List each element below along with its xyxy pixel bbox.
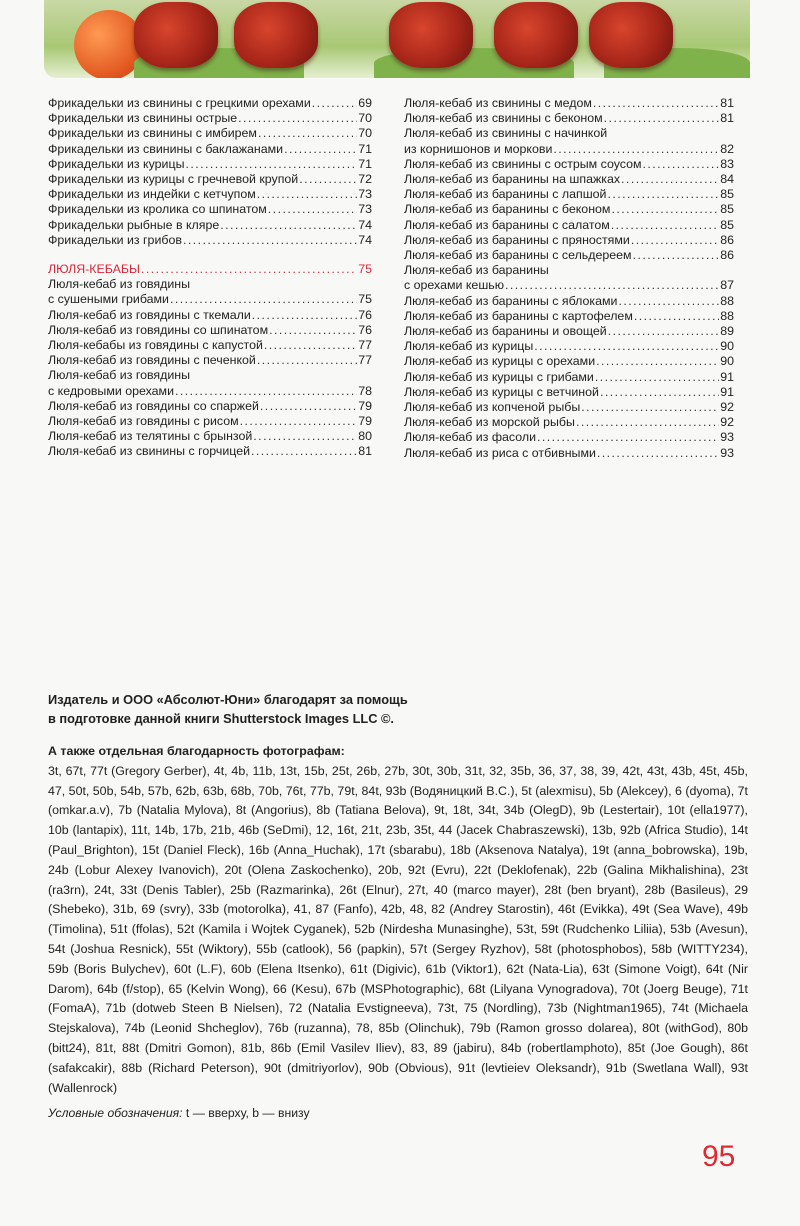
toc-entry-title: Фрикадельки рыбные в кляре: [48, 217, 220, 232]
section-title: ЛЮЛЯ-КЕБАБЫ: [48, 262, 141, 277]
toc-entry-page: 85: [720, 187, 734, 202]
credits-block: [48, 690, 748, 1124]
toc-entry[interactable]: [48, 444, 372, 459]
header-photo-banner: [44, 0, 750, 78]
toc-entry-page: 90: [720, 354, 734, 369]
toc-entry[interactable]: [48, 202, 372, 217]
toc-entry-page: 77: [358, 338, 372, 353]
toc-entry-title: Люля-кебаб из свинины с беконом: [404, 111, 603, 126]
toc-entry-title: Люля-кебаб из курицы с орехами: [404, 354, 596, 369]
toc-entry[interactable]: [48, 414, 372, 429]
thanks-line-1: Издатель и ООО «Абсолют-Юни» благодарят за помощь: [48, 692, 408, 707]
toc-entry-title: Люля-кебаб из свинины с медом: [404, 96, 592, 110]
toc-entry[interactable]: [404, 172, 734, 187]
legend-label: Условные обозначения:: [48, 1106, 183, 1121]
toc-entry-page: 76: [358, 322, 372, 337]
toc-entry-page: 83: [720, 156, 734, 171]
toc-entry-page: 92: [720, 415, 734, 430]
toc-entry-page: 87: [720, 278, 734, 293]
toc-entry[interactable]: [48, 323, 372, 338]
toc-entry[interactable]: [404, 157, 734, 172]
toc-entry-title: Фрикадельки из кролика со шпинатом: [48, 202, 267, 217]
toc-entry-page: 76: [358, 307, 372, 322]
publisher-thanks: [48, 690, 748, 728]
toc-entry-page: 70: [358, 111, 372, 126]
toc-entry[interactable]: [48, 218, 372, 233]
legend: [48, 1104, 748, 1124]
photographers-list: 3t, 67t, 77t (Gregory Gerber), 4t, 4b, 11b, 13t, 15b, 25t, 26b, 27b, 30t, 30b, 31t, 32, 35b, 36, 37, 38, 39, 42t, 43t, 43b, 45t, 45b, 47, 50t, 50b, 54b, 57b, 62b, 63b, 68b, 70b, 76t, 77b, 79t, 84t, 93b (Водяницкий В.С.), 5t (alexmisu), 5b (Alekcey), 6 (dyoma), 7t (omkar.a.v), 7b (Natalia Mylova), 8t (Angorius), 8b (Tatiana Belova), 9t, 18t, 34t, 34b (OlegD), 9b (Lestertair), 10t (ella1977), 10b (lantapix), 11t, 14b, 17b, 21b, 46b (SeDmi), 12, 16t, 21t, 23b, 35t, 44 (Jacek Chabraszewski), 13b, 92b (Africa Studio), 14t (Paul_Brighton), 15t (Daniel Fleck), 16b (Anna_Huchak), 17t (sbarabu), 18b (Aksenova Natalya), 19t (anna_bobrowska), 19b, 24b (Lobur Alexey Ivanovich), 20t (Olena Zaskochenko), 20b, 92t (Evru), 22t (Deklofenak), 22b (Galina Mikhalishina), 23t (ra3rn), 24t, 33t (Denis Tabler), 25b (Razmarinka), 26t (Elnur), 27t, 40 (marco mayer), 28t (ben bryant), 28b (Basileus), 29 (Shebeko), 31b, 69 (svry), 33b (motorolka), 41, 87 (Fanfo), 42b, 48, 82 (Andrey Starostin), 46t (Evikka), 49t (Sea Wave), 49b (Timolina), 51t (ffolas), 52t (Kamila i Wojtek Cyganek), 52b (Nirdesha Munasinghe), 53t, 59t (Rudchenko Liliia), 53b (Avesun), 54t (Joshua Resnick), 55t (Wiktory), 55b (catlook), 56 (papkin), 57t (Sergey Ryzhov), 58t (photosphobos), 58b (WITTY234), 59b (Boris Bulychev), 60t (L.F), 60b (Elena Itsenko), 61t (Digivic), 61b (Viktor1), 62t (Nata-Lia), 63t (Simone Voigt), 64t (Nir Darom), 64b (f/stop), 65 (Kelvin Wong), 66 (Kesu), 67b (MSPhotographic), 68t (Lilyana Vynogradova), 70t (Joerg Beuge), 71t (FomaA), 71b (dotweb Steen B Nielsen), 72 (Natalia Evstigneeva), 73t, 75 (Nordling), 73b (Nightman1965), 74t (Michaela Stejskalova), 74b (Leonid Shcheglov), 76b (ruzanna), 78, 85b (Olinchuk), 79b (Ramon grosso dolarea), 80t (withGod), 80b (bitt24), 81t, 88t (Dmitri Gomon), 81b, 86b (Emil Vasilev Iliev), 83, 89 (jabiru), 84b (robertlamphoto), 85t (Joe Gough), 86t (safakcakir), 88b (Richard Peterson), 90t (dmitriyorlov), 90b (Obvious), 91t (levtieiev Oleksandr), 91b (Swetlana Wall), 93t (Wallenrock): [48, 763, 748, 1095]
toc-entry-title: Люля-кебаб из баранины с картофелем: [404, 308, 633, 323]
toc-entry[interactable]: [404, 354, 734, 369]
toc-entry-page: 74: [358, 217, 372, 232]
toc-entry-title: из корнишонов и моркови: [404, 141, 553, 156]
table-of-contents-left: [48, 96, 372, 460]
toc-entry-page: 89: [720, 324, 734, 339]
toc-entry-page: 77: [358, 353, 372, 368]
toc-entry-page: 86: [720, 248, 734, 263]
toc-entry-page: 81: [358, 444, 372, 459]
toc-entry-title: Люля-кебаб из морской рыбы: [404, 415, 575, 430]
toc-entry-title: Люля-кебаб из говядины с печенкой: [48, 353, 256, 368]
toc-entry-page: 74: [358, 232, 372, 247]
toc-entry-line: Люля-кебаб из говядины: [48, 277, 191, 292]
toc-entry-page: 73: [358, 187, 372, 202]
toc-entry-page: 82: [720, 141, 734, 156]
toc-entry-page: 79: [358, 398, 372, 413]
toc-entry-page: 91: [720, 384, 734, 399]
toc-entry-title: Люля-кебаб из свинины с горчицей: [48, 444, 251, 459]
toc-entry-page: 91: [720, 369, 734, 384]
toc-entry[interactable]: [48, 126, 372, 141]
toc-entry[interactable]: [404, 446, 734, 461]
toc-entry[interactable]: [48, 399, 372, 414]
toc-entry[interactable]: [48, 292, 372, 307]
toc-entry-title: Люля-кебаб из риса с отбивными: [404, 445, 596, 460]
toc-entry-title: Люля-кебаб из баранины с лапшой: [404, 187, 607, 202]
toc-entry-title: с сушеными грибами: [48, 292, 169, 307]
meatball-image: [234, 2, 318, 68]
toc-entry-line: Люля-кебаб из свинины с начинкой: [404, 126, 608, 141]
toc-entry-title: Фрикадельки из свинины с баклажанами: [48, 141, 284, 156]
toc-entry-page: 86: [720, 232, 734, 247]
toc-entry[interactable]: [404, 218, 734, 233]
toc-entry[interactable]: [48, 172, 372, 187]
toc-entry-page: 93: [720, 445, 734, 460]
toc-entry-page: 78: [358, 383, 372, 398]
toc-entry[interactable]: [48, 142, 372, 157]
toc-entry-title: Люля-кебаб из баранины с беконом: [404, 202, 611, 217]
photographers-heading: А также отдельная благодарность фотографам:: [48, 744, 345, 758]
meatball-image: [389, 2, 473, 68]
toc-entry[interactable]: [404, 430, 734, 445]
toc-entry-title: Люля-кебаб из курицы с грибами: [404, 369, 594, 384]
toc-entry-title: Люля-кебаб из баранины с салатом: [404, 217, 610, 232]
thanks-line-2: в подготовке данной книги Shutterstock Images LLC ©.: [48, 711, 394, 726]
toc-entry-page: 88: [720, 293, 734, 308]
toc-entry[interactable]: [404, 233, 734, 248]
toc-entry[interactable]: [48, 353, 372, 368]
toc-entry[interactable]: [404, 324, 734, 339]
toc-entry-page: 69: [358, 96, 372, 110]
toc-entry-title: Фрикадельки из курицы: [48, 156, 185, 171]
toc-entry[interactable]: [404, 400, 734, 415]
toc-entry-title: Люля-кебабы из говядины с капустой: [48, 338, 263, 353]
toc-entry[interactable]: [48, 308, 372, 323]
toc-entry-title: Люля-кебаб из телятины с брынзой: [48, 429, 253, 444]
toc-entry-line: Люля-кебаб из баранины: [404, 263, 549, 278]
toc-entry-page: 72: [358, 172, 372, 187]
toc-entry[interactable]: [404, 278, 734, 293]
toc-entry-page: 71: [358, 141, 372, 156]
toc-entry-page: 88: [720, 308, 734, 323]
toc-entry-title: Люля-кебаб из баранины на шпажках: [404, 172, 621, 187]
toc-entry[interactable]: [404, 339, 734, 354]
toc-entry[interactable]: [404, 187, 734, 202]
toc-entry-page: 85: [720, 202, 734, 217]
toc-entry-title: Люля-кебаб из говядины со шпинатом: [48, 322, 269, 337]
toc-entry-page: 85: [720, 217, 734, 232]
toc-entry-page: 75: [358, 292, 372, 307]
toc-entry[interactable]: [48, 111, 372, 126]
toc-entry[interactable]: [48, 429, 372, 444]
toc-entry-title: Люля-кебаб из баранины с сельдереем: [404, 248, 632, 263]
toc-entry-title: Люля-кебаб из фасоли: [404, 430, 537, 445]
toc-entry[interactable]: [404, 111, 734, 126]
toc-entry-page: 90: [720, 339, 734, 354]
toc-entry[interactable]: [404, 202, 734, 217]
toc-entry-page: 84: [720, 172, 734, 187]
toc-entry[interactable]: [48, 96, 372, 111]
toc-entry-title: Люля-кебаб из курицы: [404, 339, 534, 354]
toc-entry[interactable]: [404, 142, 734, 157]
toc-entry-title: Люля-кебаб из говядины с ткемали: [48, 307, 251, 322]
toc-entry-title: Фрикадельки из свинины с грецкими орехами: [48, 96, 311, 110]
table-of-contents-right: [404, 96, 734, 461]
toc-entry-title: Фрикадельки из индейки с кетчупом: [48, 187, 256, 202]
meatball-image: [589, 2, 673, 68]
toc-entry-title: Люля-кебаб из баранины и овощей: [404, 324, 607, 339]
toc-entry[interactable]: [404, 385, 734, 400]
toc-entry-page: 80: [358, 429, 372, 444]
toc-entry[interactable]: [48, 384, 372, 399]
toc-entry[interactable]: [404, 248, 734, 263]
toc-entry[interactable]: [48, 338, 372, 353]
toc-entry-title: Люля-кебаб из говядины с рисом: [48, 414, 239, 429]
toc-entry-title: Фрикадельки из свинины с имбирем: [48, 126, 257, 141]
toc-entry-title: Фрикадельки из курицы с гречневой крупой: [48, 172, 299, 187]
toc-entry[interactable]: [48, 187, 372, 202]
toc-entry-page: 73: [358, 202, 372, 217]
toc-entry-title: с кедровыми орехами: [48, 383, 174, 398]
toc-entry[interactable]: [404, 309, 734, 324]
toc-entry-page: 92: [720, 400, 734, 415]
meatball-image: [134, 2, 218, 68]
page-number: 95: [702, 1140, 736, 1173]
toc-entry-title: Люля-кебаб из говядины со спаржей: [48, 398, 259, 413]
toc-entry-page: 81: [720, 111, 734, 126]
toc-entry-page: 70: [358, 126, 372, 141]
meatball-image: [494, 2, 578, 68]
toc-entry-title: Люля-кебаб из баранины с пряностями: [404, 232, 630, 247]
toc-entry-title: Люля-кебаб из свинины с острым соусом: [404, 156, 642, 171]
section-heading-lyulya-kebabs[interactable]: [48, 262, 372, 277]
toc-entry-page: 79: [358, 414, 372, 429]
toc-entry-title: с орехами кешью: [404, 278, 505, 293]
toc-entry-line: Люля-кебаб из говядины: [48, 368, 191, 383]
toc-entry-title: Люля-кебаб из копченой рыбы: [404, 400, 581, 415]
toc-entry-page: 93: [720, 430, 734, 445]
toc-entry[interactable]: [48, 233, 372, 248]
toc-entry-title: Люля-кебаб из курицы с ветчиной: [404, 384, 599, 399]
toc-entry[interactable]: [404, 96, 734, 111]
legend-text: t — вверху, b — внизу: [182, 1106, 310, 1121]
toc-entry[interactable]: [404, 294, 734, 309]
toc-entry-title: Люля-кебаб из баранины с яблоками: [404, 293, 618, 308]
toc-entry-page: 71: [358, 156, 372, 171]
toc-entry[interactable]: [404, 370, 734, 385]
section-page: 75: [358, 262, 372, 277]
toc-entry[interactable]: [48, 157, 372, 172]
toc-entry[interactable]: [404, 415, 734, 430]
toc-entry-page: 81: [720, 96, 734, 110]
toc-entry-title: Фрикадельки из свинины острые: [48, 111, 238, 126]
toc-entry-title: Фрикадельки из грибов: [48, 232, 182, 247]
